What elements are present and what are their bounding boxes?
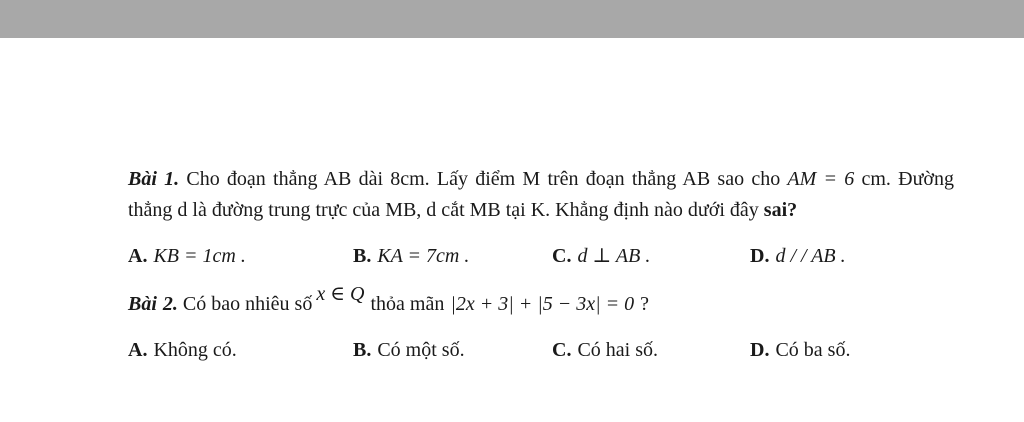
option-text: Không có. [153,339,237,361]
question-2-option-d [750,335,850,366]
option-letter: D. [750,339,770,361]
question-1-emphasis: sai? [763,199,798,221]
option-letter: C. [552,339,572,361]
option-text: Có ba số. [775,339,851,361]
worksheet-content [128,164,954,366]
question-2-label-number: 2. [162,293,178,315]
question-1-option-d [750,241,846,272]
top-gray-bar [0,0,1024,38]
option-letter: A. [128,339,148,361]
option-math: KB = 1cm . [153,245,246,267]
option-math: d ⊥ AB . [577,245,651,267]
question-2-stem-continued: thỏa mãn [370,293,445,315]
question-2-question-mark: ? [640,293,649,315]
question-2-equation: |2x + 3| + |5 − 3x| = 0 [450,293,635,315]
question-1-math-am: AM = 6 [787,168,855,190]
option-letter: C. [552,245,572,267]
option-math: d / / AB . [775,245,846,267]
question-1-option-a [128,241,246,272]
question-2-option-a [128,335,237,366]
question-2-stem: Có bao nhiêu số [182,293,313,315]
question-2-option-c [552,335,658,366]
question-1-stem-continued: cm. Đường thẳng d là đường trung trực của MB, d cắt MB tại K. Khẳng định nào dưới đây [128,168,954,221]
option-text: Có một số. [377,339,465,361]
question-1-option-b [353,241,469,272]
question-2-options [128,335,954,366]
question-1-option-c [552,241,650,272]
option-letter: B. [353,339,372,361]
question-1-options [128,241,954,272]
option-letter: D. [750,245,770,267]
question-1-stem: Cho đoạn thẳng AB dài 8cm. Lấy điểm M trên đoạn thẳng AB sao cho [179,168,788,190]
question-2-math-x: x ∈ Q [316,283,365,305]
option-letter: A. [128,245,148,267]
question-2-option-b [353,335,465,366]
option-text: Có hai số. [577,339,659,361]
option-letter: B. [353,245,372,267]
question-1-text [128,164,954,226]
question-2-label-word: Bài [128,293,157,315]
question-1-label: Bài 1. [128,168,180,190]
option-math: KA = 7cm . [377,245,470,267]
question-2-text [128,283,954,320]
